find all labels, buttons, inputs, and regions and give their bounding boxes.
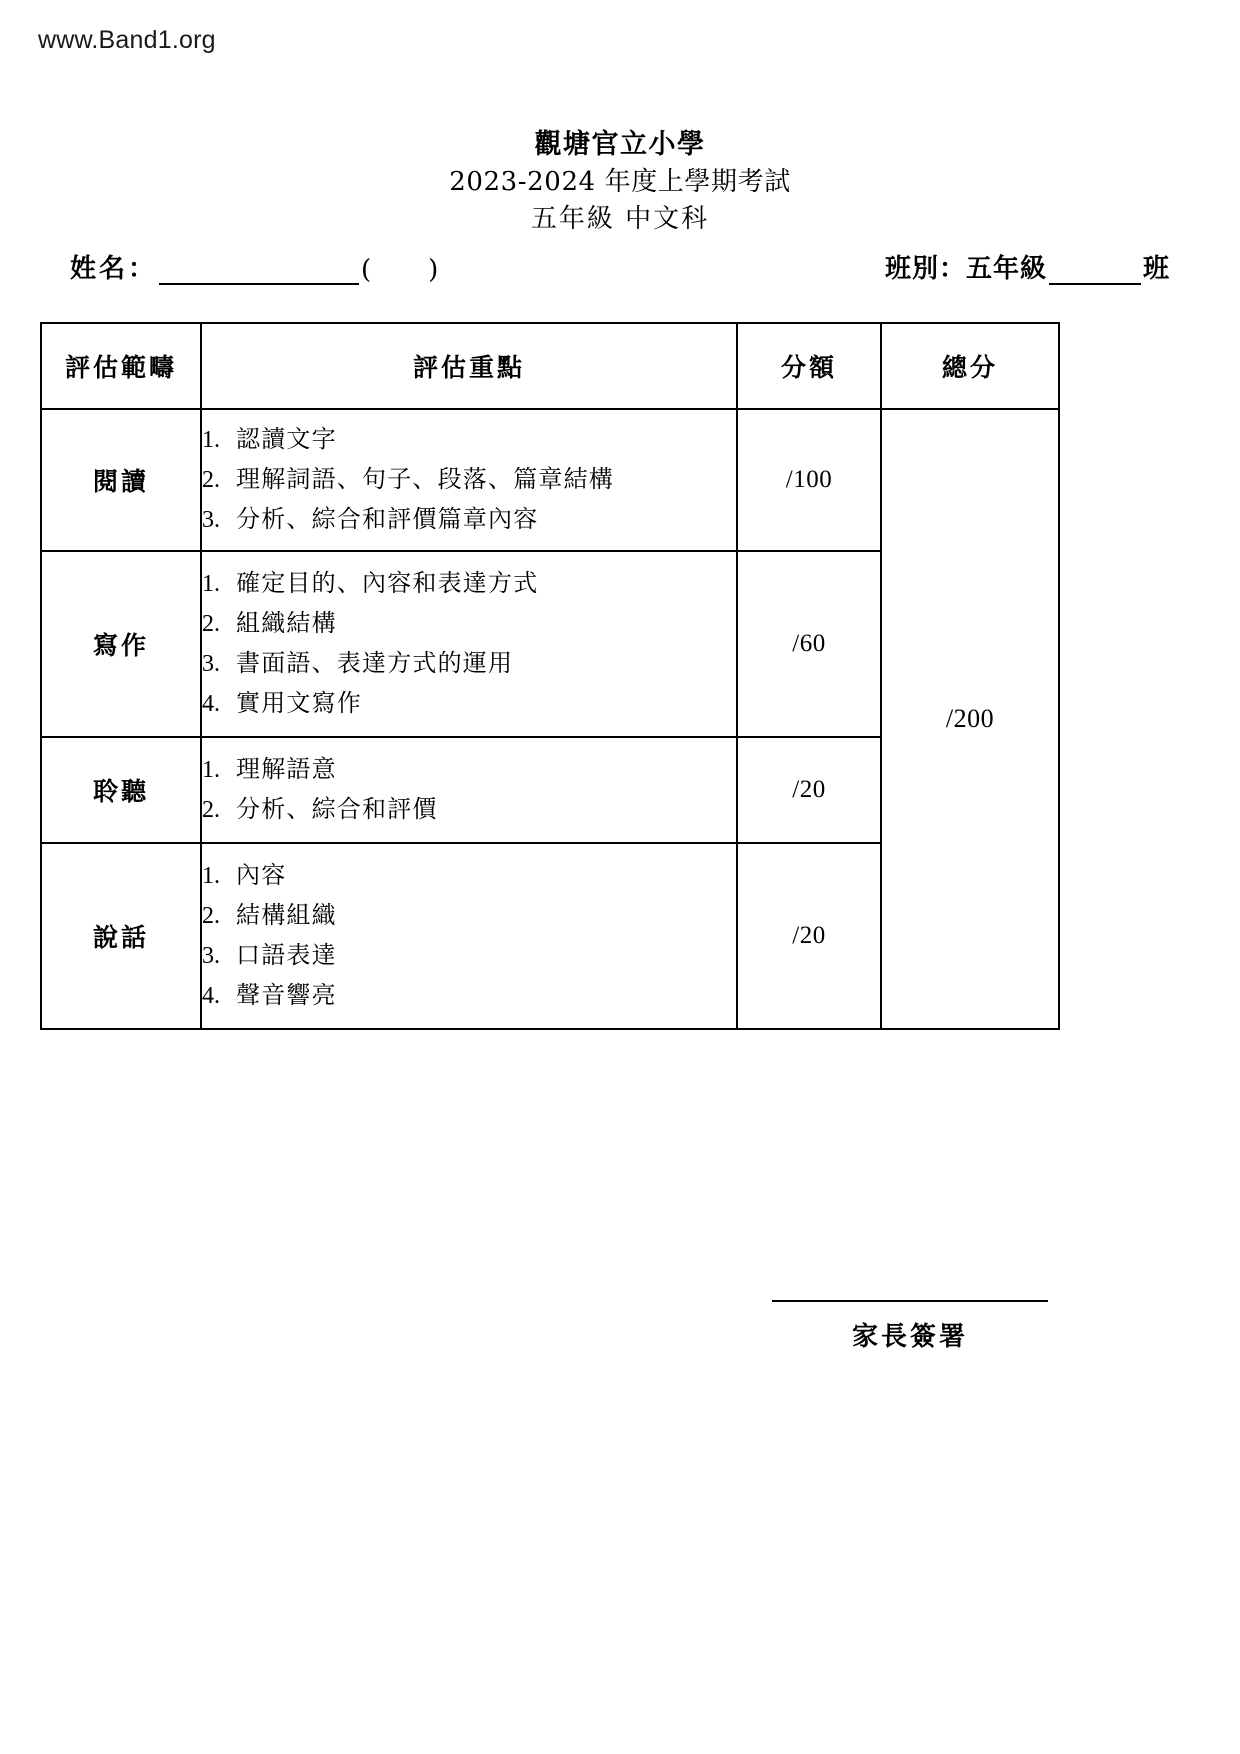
name-input[interactable] <box>159 257 359 285</box>
focus-item-text: 實用文寫作 <box>236 688 362 717</box>
focus-item-number: 1. <box>202 757 220 784</box>
focus-item <box>202 790 736 830</box>
focus-item <box>202 896 736 936</box>
exam-name: 2023-2024 年度上學期考試 <box>449 167 791 198</box>
row-category: 閱讀 <box>41 409 201 551</box>
focus-item <box>202 976 736 1016</box>
name-label: 姓名： <box>70 254 158 284</box>
header-category: 評估範疇 <box>41 323 201 409</box>
row-focus-list <box>201 551 737 737</box>
focus-item-number: 1. <box>202 863 220 890</box>
row-mark: /60 <box>737 551 881 737</box>
focus-item-text: 聲音響亮 <box>236 980 337 1009</box>
focus-item <box>202 420 736 460</box>
focus-item-text: 內容 <box>236 861 287 890</box>
focus-item-number: 1. <box>202 427 220 454</box>
focus-item-text: 組織結構 <box>236 609 337 638</box>
focus-item <box>202 856 736 896</box>
table-row <box>41 409 1059 551</box>
focus-item-number: 3. <box>202 651 220 677</box>
school-name: 觀塘官立小學 <box>534 129 706 160</box>
header-focus: 評估重點 <box>201 323 737 409</box>
focus-item <box>202 500 736 540</box>
focus-item-number: 2. <box>202 467 220 494</box>
header-total: 總分 <box>881 323 1059 409</box>
class-suffix: 班 <box>1142 254 1170 284</box>
subject-name: 五年級 中文科 <box>530 204 710 235</box>
focus-item-text: 確定目的、內容和表達方式 <box>236 569 539 598</box>
focus-item-text: 分析、綜合和評價 <box>236 795 438 823</box>
class-input[interactable] <box>1049 257 1141 285</box>
focus-item-number: 2. <box>202 611 220 638</box>
focus-item-text: 分析、綜合和評價篇章內容 <box>236 504 539 533</box>
focus-item-number: 4. <box>202 982 220 1009</box>
row-focus-list <box>201 409 737 551</box>
class-label: 班別：五年級 <box>884 254 1047 284</box>
focus-item <box>202 936 736 976</box>
row-category: 說話 <box>41 843 201 1029</box>
row-focus-list <box>201 737 737 843</box>
signature-line[interactable] <box>772 1300 1048 1302</box>
row-mark: /20 <box>737 737 881 843</box>
parent-signature-block <box>760 1300 1060 1353</box>
focus-item <box>202 460 736 500</box>
focus-item <box>202 684 736 724</box>
focus-item <box>202 644 736 684</box>
signature-label: 家長簽署 <box>851 1322 968 1352</box>
name-field-group <box>70 248 439 285</box>
row-focus-list <box>201 843 737 1029</box>
focus-item-number: 2. <box>202 797 220 823</box>
row-category: 聆聽 <box>41 737 201 843</box>
focus-item-text: 理解語意 <box>236 755 337 784</box>
name-paren-close: ) <box>428 255 440 285</box>
focus-item-number: 2. <box>202 903 220 930</box>
document-title-block <box>0 126 1240 238</box>
row-mark: /20 <box>737 843 881 1029</box>
focus-item-number: 3. <box>202 943 220 969</box>
class-field-group <box>885 248 1170 285</box>
site-watermark: www.Band1.org <box>38 26 216 54</box>
identity-row <box>70 248 1170 288</box>
focus-item-text: 口語表達 <box>236 941 337 969</box>
row-category: 寫作 <box>41 551 201 737</box>
focus-item <box>202 750 736 790</box>
total-mark: /200 <box>881 409 1059 1029</box>
header-mark: 分額 <box>737 323 881 409</box>
row-mark: /100 <box>737 409 881 551</box>
focus-item <box>202 564 736 604</box>
name-paren-open: ( <box>361 255 373 285</box>
focus-item-text: 理解詞語、句子、段落、篇章結構 <box>236 465 614 494</box>
focus-item-text: 認讀文字 <box>236 425 337 454</box>
assessment-table <box>40 322 1060 1030</box>
focus-item-number: 4. <box>202 690 220 717</box>
focus-item <box>202 604 736 644</box>
focus-item-text: 結構組織 <box>236 901 337 930</box>
focus-item-number: 1. <box>202 571 220 598</box>
table-header-row <box>41 323 1059 409</box>
focus-item-text: 書面語、表達方式的運用 <box>236 649 514 677</box>
focus-item-number: 3. <box>202 506 220 533</box>
